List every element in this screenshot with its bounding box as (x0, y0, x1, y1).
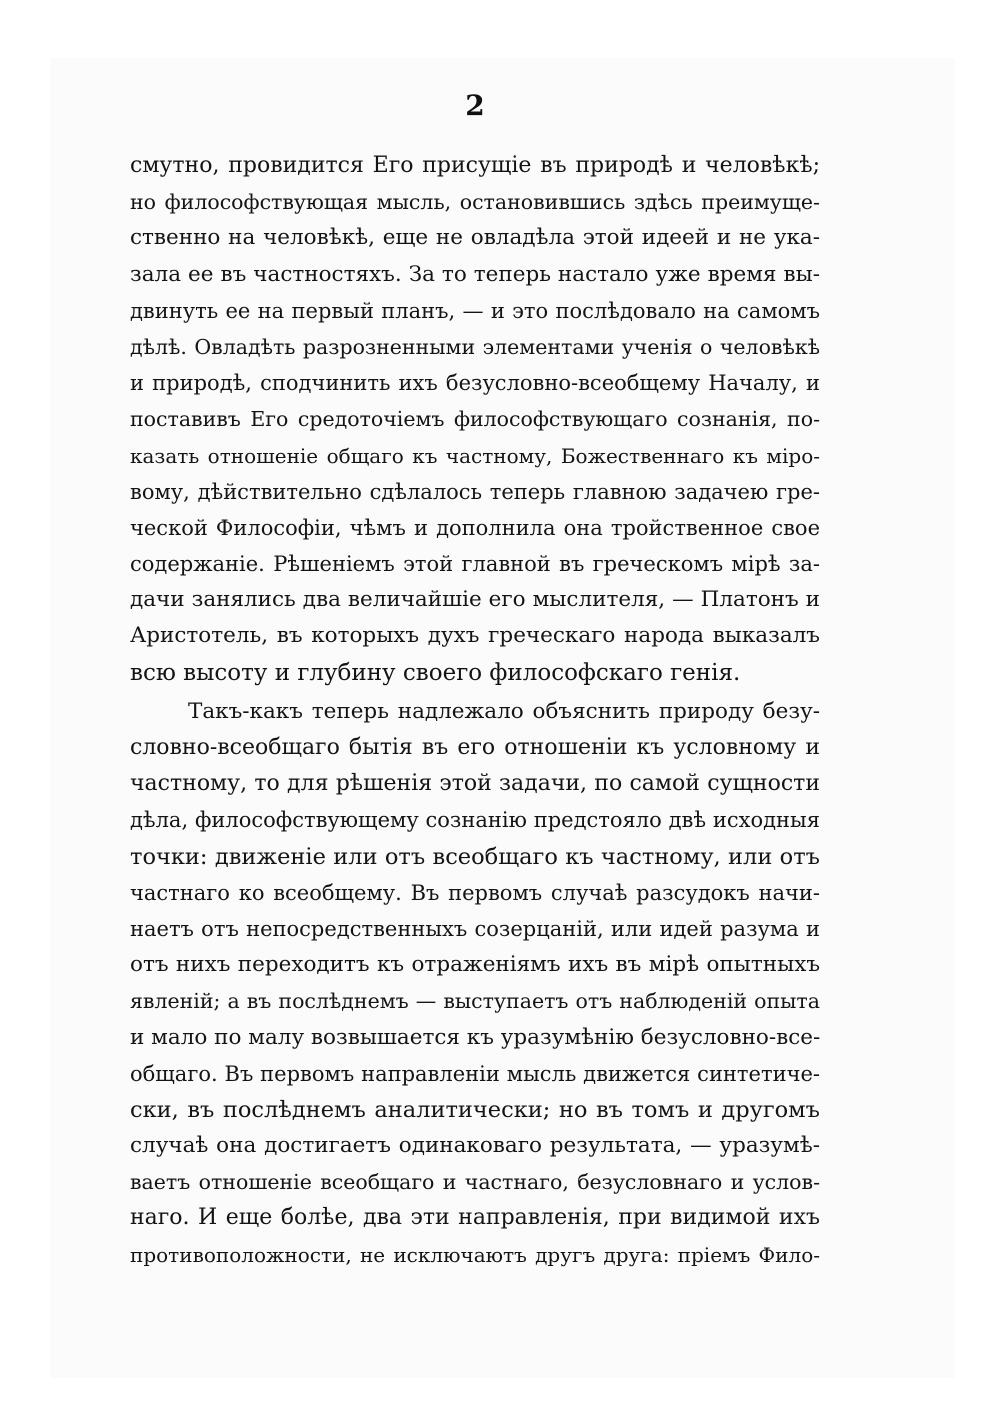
paragraph-2 (130, 694, 820, 1273)
text-line: зала ее въ частностяхъ. За то теперь настало уже время вы- (130, 261, 820, 287)
text-line: отъ нихъ переходитъ къ отраженіямъ ихъ въ мірѣ опытныхъ (130, 952, 820, 978)
text-line: ческой Философіи, чѣмъ и дополнила она тройственное свое (130, 515, 820, 540)
text-line: частному, то для рѣшенія этой задачи, по самой сущности (130, 771, 820, 797)
text-line: Аристотель, въ которыхъ духъ греческаго народа выказалъ (130, 623, 820, 649)
text-line: дѣлѣ. Овладѣть разрозненными элементами ученія о человѣкѣ (130, 334, 820, 359)
text-line: вому, дѣйствительно сдѣлалось теперь главною задачею гре- (130, 479, 820, 504)
text-line: точки: движеніе или отъ всеобщаго къ частному, или отъ (130, 843, 820, 870)
text-line: казать отношеніе общаго къ частному, Божественнаго къ міро- (130, 443, 820, 468)
text-line: двинуть ее на первый планъ, — и это послѣдовало на самомъ (130, 298, 820, 323)
text-line: наетъ отъ непосредственныхъ созерцаній, или идей разума и (130, 916, 820, 941)
text-line: дачи занялись два величайшіе его мыслителя, — Платонъ и (130, 587, 820, 613)
paragraph-1 (130, 148, 820, 691)
text-line: смутно, провидится Его присущіе въ природѣ и человѣкѣ; (130, 153, 820, 178)
text-line: но философствующая мысль, остановившись здѣсь преимуще- (130, 190, 820, 215)
text-line: наго. И еще болѣе, два эти направленія, при видимой ихъ (130, 1205, 820, 1231)
text-line: словно-всеобщаго бытія въ его отношеніи къ условному и (130, 735, 820, 760)
text-line: противоположности, не исключаютъ другъ друга: пріемъ Фило- (130, 1242, 820, 1267)
text-line: всю высоту и глубину своего философскаго генія. (130, 659, 741, 686)
text-line: поставивъ Его средоточіемъ философствующаго сознанія, по- (130, 407, 820, 432)
text-line: содержаніе. Рѣшеніемъ этой главной въ греческомъ мірѣ за- (130, 552, 820, 577)
text-line: Такъ-какъ теперь надлежало объяснить природу безу- (188, 698, 820, 724)
page-number: 2 (465, 89, 485, 122)
text-line: общаго. Въ первомъ направленіи мысль движется синтетиче- (130, 1061, 820, 1086)
text-line: и природѣ, сподчинить ихъ безусловно-всеобщему Началу, и (130, 371, 820, 396)
text-line: дѣла, философствующему сознанію предстояло двѣ исходныя (130, 808, 820, 833)
text-line: частнаго ко всеобщему. Въ первомъ случаѣ разсудокъ начи- (130, 880, 820, 905)
text-line: случаѣ она достигаетъ одинаковаго результата, — уразумѣ- (130, 1133, 820, 1159)
text-line: ски, въ послѣднемъ аналитически; но въ томъ и другомъ (130, 1096, 820, 1123)
text-line: ственно на человѣкѣ, еще не овладѣла этой идеей и не ука- (130, 225, 820, 251)
text-line: ваетъ отношеніе всеобщаго и частнаго, безусловнаго и услов- (130, 1170, 820, 1195)
text-line: и мало по малу возвышается къ уразумѣнію безусловно-все- (130, 1024, 821, 1050)
text-line: явленій; а въ послѣднемъ — выступаетъ отъ наблюденій опыта (130, 989, 820, 1014)
body-text (130, 148, 820, 1273)
